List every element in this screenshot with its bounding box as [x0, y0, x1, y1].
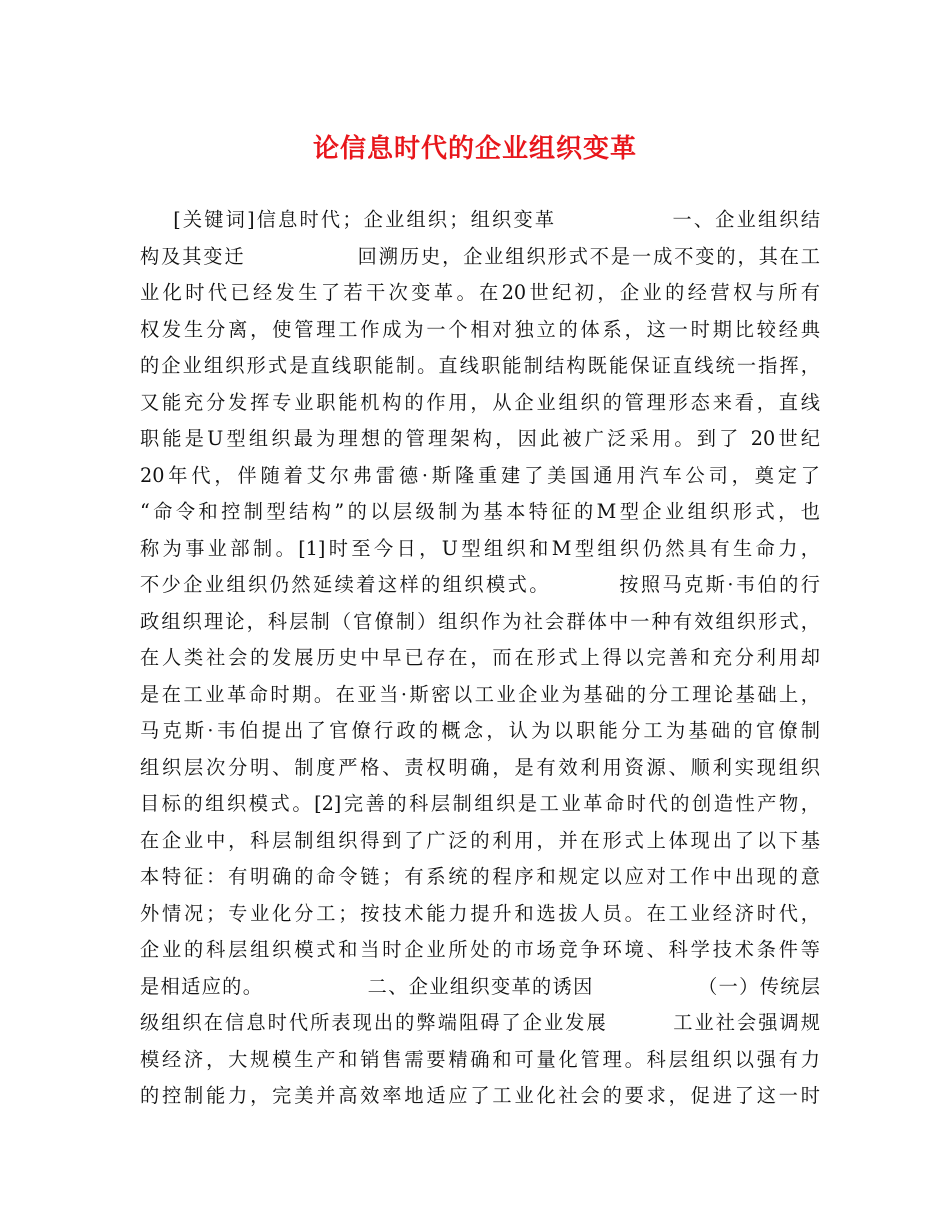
body-line: 组织层次分明、制度严格、责权明确，是有效利用资源、顺利实现组织 — [140, 755, 820, 779]
body-line: 的控制能力，完美并高效率地适应了工业化社会的要求，促进了这一时 — [140, 1084, 820, 1107]
body-line: 职能是U型组织最为理想的管理架构，因此被广泛采用。到了 20世纪 — [140, 427, 820, 450]
body-line: 企业的科层组织模式和当时企业所处的市场竞争环境、科学技术条件等 — [140, 938, 820, 961]
body-line: 是在工业革命时期。在亚当·斯密以工业企业为基础的分工理论基础上， — [140, 682, 820, 706]
body-line: 模经济，大规模生产和销售需要精确和可量化管理。科层组织以强有力 — [140, 1047, 820, 1071]
body-line: 本特征：有明确的命令链；有系统的程序和规定以应对工作中出现的意 — [140, 865, 820, 888]
body-line: 又能充分发挥专业职能机构的作用，从企业组织的管理形态来看，直线 — [140, 390, 820, 414]
body-line: 20年代，伴随着艾尔弗雷德·斯隆重建了美国通用汽车公司，奠定了 — [140, 463, 820, 487]
body-line: 级组织在信息时代所表现出的弊端阻碍了企业发展 工业社会强调规 — [140, 1011, 820, 1034]
body-line: 外情况；专业化分工；按技术能力提升和选拔人员。在工业经济时代， — [140, 901, 820, 925]
body-line: 在人类社会的发展历史中早已存在，而在形式上得以完善和充分利用却 — [140, 646, 820, 669]
document-body — [140, 202, 820, 1115]
body-line: 权发生分离，使管理工作成为一个相对独立的体系，这一时期比较经典 — [140, 317, 820, 341]
body-line: 目标的组织模式。[2]完善的科层制组织是工业革命时代的创造性产物， — [140, 792, 820, 815]
body-line: 政组织理论，科层制（官僚制）组织作为社会群体中一种有效组织形式， — [140, 609, 820, 633]
body-line: 马克斯·韦伯提出了官僚行政的概念，认为以职能分工为基础的官僚制 — [140, 719, 820, 742]
body-line: 称为事业部制。[1]时至今日，U型组织和M型组织仍然具有生命力， — [140, 536, 820, 560]
body-line: 不少企业组织仍然延续着这样的组织模式。 按照马克斯·韦伯的行 — [140, 573, 820, 596]
body-line: [关键词]信息时代；企业组织；组织变革 一、企业组织结 — [140, 208, 820, 231]
document-title: 论信息时代的企业组织变革 — [312, 134, 637, 164]
body-line: 业化时代已经发生了若干次变革。在20世纪初，企业的经营权与所有 — [140, 281, 820, 304]
body-line: 是相适应的。 二、企业组织变革的诱因 （一）传统层 — [140, 974, 820, 998]
body-line: 的企业组织形式是直线职能制。直线职能制结构既能保证直线统一指挥， — [140, 354, 820, 377]
body-line: 在企业中，科层制组织得到了广泛的利用，并在形式上体现出了以下基 — [140, 828, 820, 852]
body-line: 构及其变迁 回溯历史，企业组织形式不是一成不变的，其在工 — [140, 244, 820, 268]
body-line: “命令和控制型结构”的以层级制为基本特征的M型企业组织形式，也 — [140, 500, 820, 523]
